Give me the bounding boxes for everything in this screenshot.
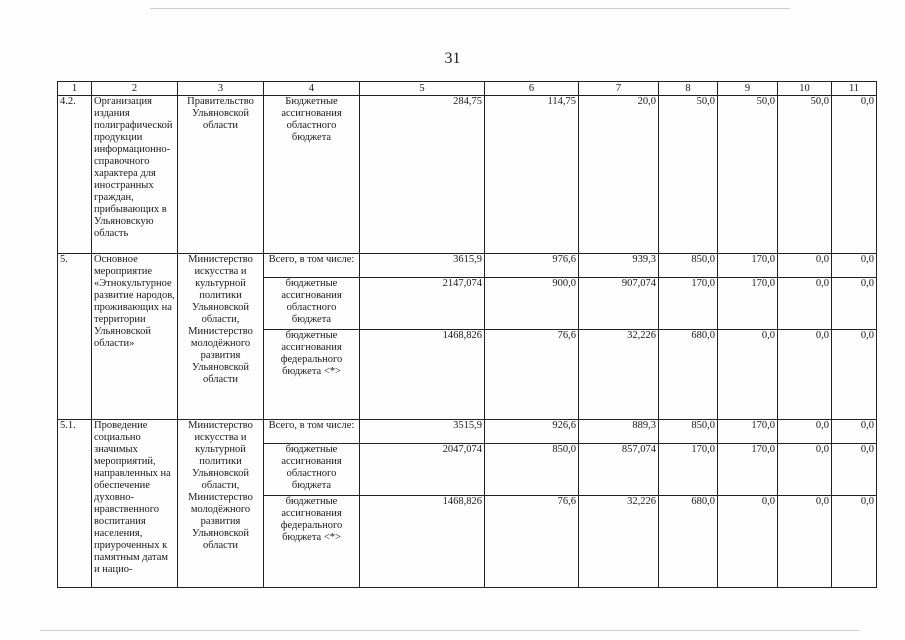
value-cell: 0,0 — [832, 444, 877, 496]
funding-source: бюджетные ассигнования федерального бюджета <*> — [264, 330, 360, 420]
value-cell: 32,226 — [579, 330, 659, 420]
value-cell: 0,0 — [778, 444, 832, 496]
row-number: 5.1. — [58, 420, 92, 588]
value-cell: 907,074 — [579, 278, 659, 330]
value-cell: 76,6 — [485, 330, 579, 420]
value-cell: 1468,826 — [360, 496, 485, 588]
value-cell: 939,3 — [579, 254, 659, 278]
value-cell: 850,0 — [485, 444, 579, 496]
executor: Министерство искусства и культурной политики Ульяновской области, Министерство молодёжного развития Ульяновской области — [178, 420, 264, 588]
scan-artifact-bottom — [40, 630, 860, 631]
value-cell: 0,0 — [832, 254, 877, 278]
scan-artifact-top — [150, 8, 790, 9]
value-cell: 170,0 — [659, 278, 718, 330]
column-number: 6 — [485, 82, 579, 96]
value-cell: 976,6 — [485, 254, 579, 278]
value-cell: 76,6 — [485, 496, 579, 588]
value-cell: 170,0 — [718, 444, 778, 496]
value-cell: 0,0 — [832, 496, 877, 588]
page-number: 31 — [444, 50, 461, 67]
value-cell: 680,0 — [659, 330, 718, 420]
value-cell: 0,0 — [718, 330, 778, 420]
funding-source: бюджетные ассигнования областного бюджета — [264, 444, 360, 496]
value-cell: 0,0 — [778, 254, 832, 278]
value-cell: 32,226 — [579, 496, 659, 588]
value-cell: 170,0 — [718, 420, 778, 444]
column-number: 9 — [718, 82, 778, 96]
value-cell: 20,0 — [579, 96, 659, 254]
budget-table — [57, 81, 877, 588]
column-number: 8 — [659, 82, 718, 96]
value-cell: 0,0 — [832, 420, 877, 444]
value-cell: 170,0 — [659, 444, 718, 496]
activity-name: Проведение социально значимых мероприятий, направленных на обеспечение духовно-нравственного воспитания населения, приуроченных к памятным датам и нацио- — [92, 420, 178, 588]
column-number: 4 — [264, 82, 360, 96]
value-cell: 0,0 — [832, 278, 877, 330]
value-cell: 3615,9 — [360, 254, 485, 278]
column-number: 3 — [178, 82, 264, 96]
column-number-row — [58, 82, 877, 96]
value-cell: 50,0 — [659, 96, 718, 254]
table-row — [58, 254, 877, 278]
value-cell: 1468,826 — [360, 330, 485, 420]
value-cell: 0,0 — [778, 278, 832, 330]
column-number: 1 — [58, 82, 92, 96]
activity-name: Основное мероприятие «Этнокультурное развитие народов, проживающих на территории Ульяновской области» — [92, 254, 178, 420]
value-cell: 170,0 — [718, 254, 778, 278]
value-cell: 900,0 — [485, 278, 579, 330]
funding-source: бюджетные ассигнования областного бюджета — [264, 278, 360, 330]
column-number: 7 — [579, 82, 659, 96]
column-number: 10 — [778, 82, 832, 96]
value-cell: 2147,074 — [360, 278, 485, 330]
value-cell: 889,3 — [579, 420, 659, 444]
column-number: 2 — [92, 82, 178, 96]
value-cell: 50,0 — [778, 96, 832, 254]
row-number: 4.2. — [58, 96, 92, 254]
value-cell: 50,0 — [718, 96, 778, 254]
funding-source: Всего, в том числе: — [264, 420, 360, 444]
value-cell: 850,0 — [659, 420, 718, 444]
value-cell: 170,0 — [718, 278, 778, 330]
value-cell: 284,75 — [360, 96, 485, 254]
value-cell: 0,0 — [778, 496, 832, 588]
funding-source: Бюджетные ассигнования областного бюджета — [264, 96, 360, 254]
column-number: 11 — [832, 82, 877, 96]
value-cell: 0,0 — [778, 420, 832, 444]
value-cell: 3515,9 — [360, 420, 485, 444]
value-cell: 0,0 — [778, 330, 832, 420]
value-cell: 0,0 — [718, 496, 778, 588]
executor: Министерство искусства и культурной политики Ульяновской области, Министерство молодёжного развития Ульяновской области — [178, 254, 264, 420]
funding-source: бюджетные ассигнования федерального бюджета <*> — [264, 496, 360, 588]
executor: Правительство Ульяновской области — [178, 96, 264, 254]
column-number: 5 — [360, 82, 485, 96]
table-row — [58, 420, 877, 444]
table-row — [58, 96, 877, 254]
value-cell: 0,0 — [832, 96, 877, 254]
funding-source: Всего, в том числе: — [264, 254, 360, 278]
row-number: 5. — [58, 254, 92, 420]
activity-name: Организация издания полиграфической продукции информационно-справочного характера для иностранных граждан, прибывающих в Ульяновскую область — [92, 96, 178, 254]
value-cell: 114,75 — [485, 96, 579, 254]
value-cell: 857,074 — [579, 444, 659, 496]
value-cell: 680,0 — [659, 496, 718, 588]
value-cell: 926,6 — [485, 420, 579, 444]
value-cell: 2047,074 — [360, 444, 485, 496]
value-cell: 0,0 — [832, 330, 877, 420]
value-cell: 850,0 — [659, 254, 718, 278]
